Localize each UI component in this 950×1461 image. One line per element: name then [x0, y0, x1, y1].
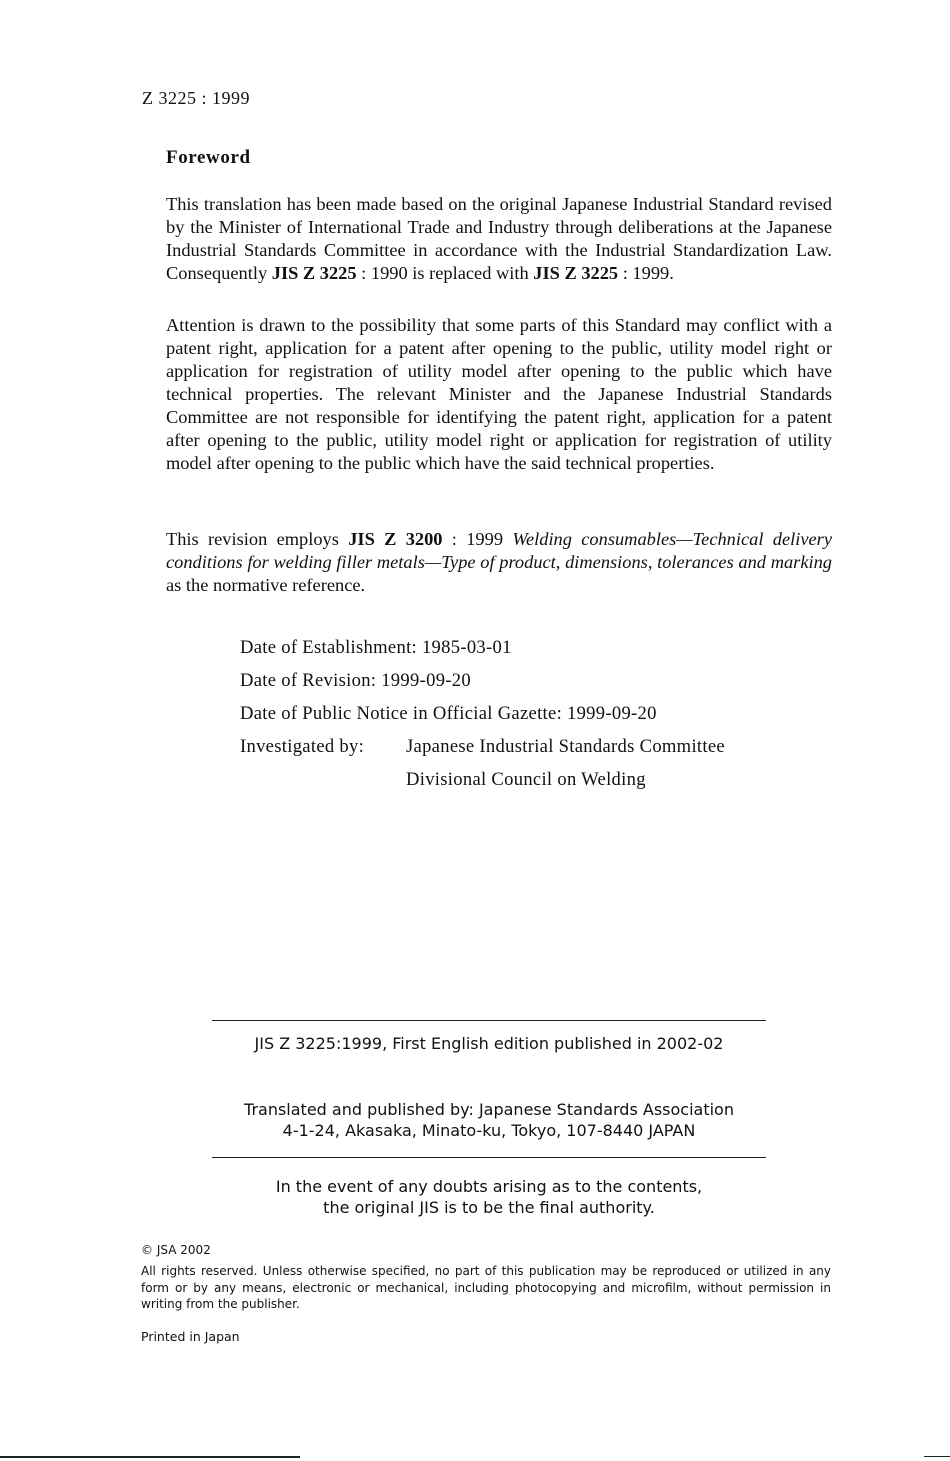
edition-line: JIS Z 3225:1999, First English edition published in 2002-02	[254, 1034, 724, 1053]
p1-std-new: JIS Z 3225	[533, 263, 619, 283]
authority-note-line-1: In the event of any doubts arising as to the contents,	[275, 1177, 703, 1196]
p3-text-c: as the normative reference.	[166, 575, 366, 595]
p1-std-old: JIS Z 3225	[271, 263, 357, 283]
edition-bottom-rule	[212, 1157, 766, 1158]
investigated-by	[240, 736, 725, 758]
publisher-block	[212, 1099, 766, 1141]
p3-title-italic: Welding consumables—Technical delivery conditions for welding filler metals—Type of product, dimensions, tolerances and marking	[166, 529, 832, 572]
date-of-public-notice: Date of Public Notice in Official Gazette: 1999-09-20	[240, 703, 657, 724]
publisher-line-2: 4-1-24, Akasaka, Minato-ku, Tokyo, 107-8440 JAPAN	[282, 1121, 696, 1140]
p1-text-c: : 1999.	[618, 263, 674, 283]
investigated-by-line-2: Divisional Council on Welding	[406, 769, 646, 790]
printed-in: Printed in Japan	[141, 1329, 240, 1344]
authority-note-line-2: the original JIS is to be the final authority.	[323, 1198, 655, 1217]
copyright-notice: © JSA 2002	[141, 1243, 211, 1257]
investigated-by-label: Investigated by:	[240, 736, 365, 757]
p3-text-b: : 1999	[442, 529, 513, 549]
foreword-paragraph-3	[166, 528, 832, 597]
publisher-line-1: Translated and published by: Japanese Standards Association	[244, 1100, 734, 1119]
document-code: Z 3225 : 1999	[142, 88, 250, 108]
foreword-paragraph-1	[166, 193, 832, 285]
page-bottom-rule-right	[924, 1456, 950, 1457]
p1-text-b: : 1990 is replaced with	[356, 263, 534, 283]
date-of-revision: Date of Revision: 1999-09-20	[240, 670, 471, 691]
p3-std-ref: JIS Z 3200	[348, 529, 443, 549]
foreword-paragraph-2: Attention is drawn to the possibility that some parts of this Standard may conflict with a patent right, application for a patent after opening to the public, utility model right or application for registration of utility model after opening to the public which have technical properties. The relevant Minister and the Japanese Industrial Standards Committee are not responsible for identifying the patent right, application for a patent after opening to the public, utility model right or application for registration of utility model after opening to the public which have the said technical properties.	[166, 315, 832, 473]
page-bottom-rule-left	[0, 1456, 300, 1458]
p1-text-a: This translation has been made based on the original Japanese Industrial Standard revised by the Minister of International Trade and Industry through deliberations at the Japanese Industrial Standards Committee in accordance with the Industrial Standardization Law. Consequently	[166, 194, 832, 283]
rights-statement: All rights reserved. Unless otherwise specified, no part of this publication may be reproduced or utilized in any form or by any means, electronic or mechanical, including photocopying and microfilm, without permission in writing from the publisher.	[141, 1264, 831, 1311]
date-of-establishment: Date of Establishment: 1985-03-01	[240, 637, 512, 658]
edition-top-rule	[212, 1020, 766, 1021]
investigated-by-line-1: Japanese Industrial Standards Committee	[406, 736, 725, 757]
p3-text-a: This revision employs	[166, 529, 349, 549]
authority-note	[212, 1176, 766, 1218]
foreword-heading: Foreword	[166, 147, 251, 168]
